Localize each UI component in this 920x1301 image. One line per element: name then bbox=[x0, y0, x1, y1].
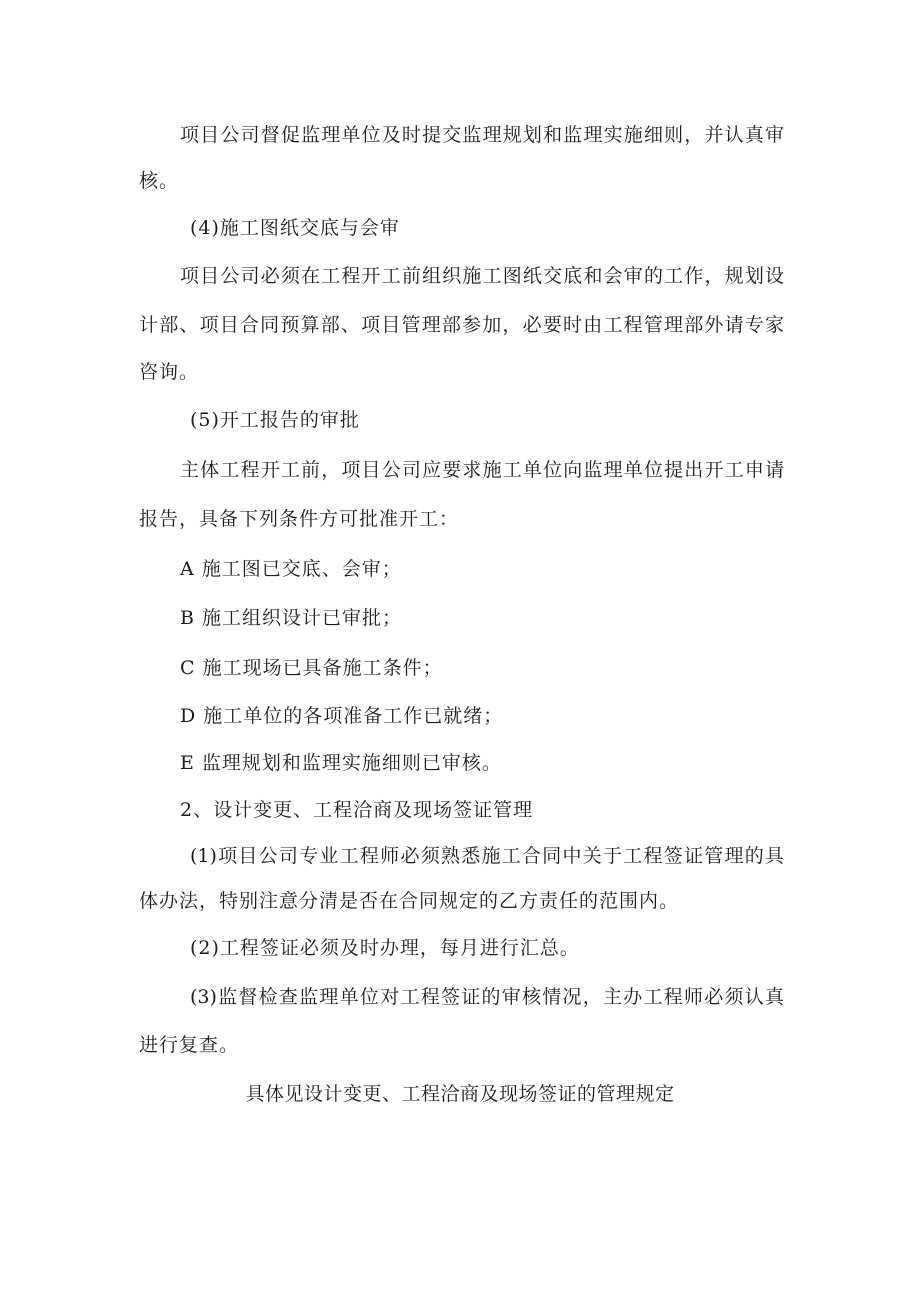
list-item: B 施工组织设计已审批； bbox=[180, 607, 403, 629]
list-item: E 监理规划和监理实施细则已审核。 bbox=[180, 752, 502, 774]
paragraph-line: 体办法，特别注意分清是否在合同规定的乙方责任的范围内。 bbox=[139, 890, 680, 912]
paragraph-line: 报告，具备下列条件方可批准开工： bbox=[139, 508, 460, 530]
paragraph-line: 核。 bbox=[139, 170, 180, 192]
section-heading: (4)施工图纸交底与会审 bbox=[190, 217, 400, 239]
paragraph-line: (1)项目公司专业工程师必须熟悉施工合同中关于工程签证管理的具 bbox=[190, 845, 784, 867]
closing-line: 具体见设计变更、工程洽商及现场签证的管理规定 bbox=[245, 1083, 675, 1105]
list-item: A 施工图已交底、会审； bbox=[180, 558, 402, 580]
paragraph-line: (3)监督检查监理单位对工程签证的审核情况，主办工程师必须认真 bbox=[190, 986, 784, 1008]
list-item: C 施工现场已具备施工条件； bbox=[180, 657, 443, 679]
section-heading: 2、设计变更、工程洽商及现场签证管理 bbox=[180, 799, 534, 821]
paragraph-line: 计部、项目合同预算部、项目管理部参加，必要时由工程管理部外请专家 bbox=[139, 314, 784, 336]
list-item: D 施工单位的各项准备工作已就绪； bbox=[180, 705, 504, 727]
paragraph-line: 项目公司必须在工程开工前组织施工图纸交底和会审的工作，规划设 bbox=[180, 265, 784, 287]
section-heading: (5)开工报告的审批 bbox=[190, 409, 360, 431]
paragraph-line: 咨询。 bbox=[139, 361, 200, 383]
paragraph-line: 进行复查。 bbox=[139, 1034, 240, 1056]
paragraph-line: 项目公司督促监理单位及时提交监理规划和监理实施细则，并认真审 bbox=[180, 124, 784, 146]
paragraph-line: (2)工程签证必须及时办理，每月进行汇总。 bbox=[190, 937, 580, 959]
paragraph-line: 主体工程开工前，项目公司应要求施工单位向监理单位提出开工申请 bbox=[180, 459, 784, 481]
